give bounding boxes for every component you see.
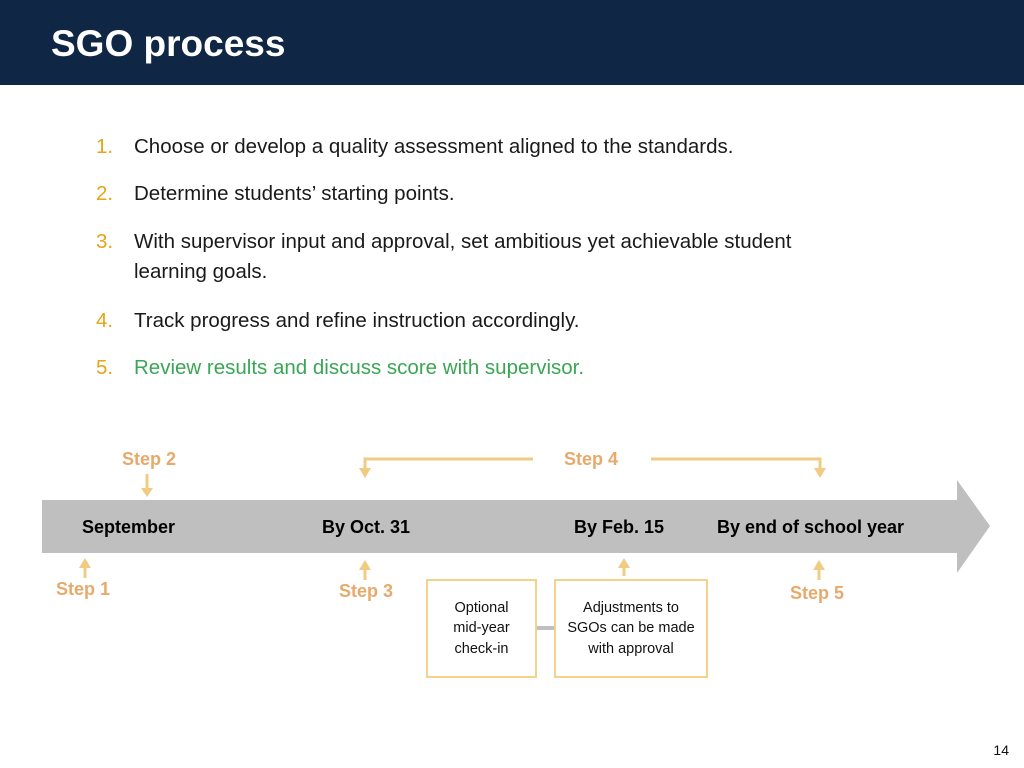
list-text: Track progress and refine instruction accordingly. <box>134 309 580 332</box>
step-3-label: Step 3 <box>339 581 394 601</box>
list-number: 4. <box>96 309 114 332</box>
milestone-feb-15: By Feb. 15 <box>574 517 665 537</box>
step4-right-arrow-head <box>814 468 826 478</box>
page-number: 14 <box>993 742 1009 758</box>
box-text-line: check-in <box>454 640 509 657</box>
list-text: Choose or develop a quality assessment aligned to the standards. <box>134 135 734 158</box>
list-text: learning goals. <box>134 260 268 283</box>
step-1-label: Step 1 <box>56 579 111 599</box>
list-text: With supervisor input and approval, set ambitious yet achievable student <box>134 230 792 253</box>
slide-title: SGO process <box>51 23 286 64</box>
list-number: 1. <box>96 135 114 158</box>
milestone-oct-31: By Oct. 31 <box>322 517 411 537</box>
box-text-line: with approval <box>588 640 674 657</box>
box-text-line: SGOs can be made <box>567 620 695 637</box>
step2-arrow-head <box>141 488 153 497</box>
step-2-label: Step 2 <box>122 449 177 469</box>
list-text: Review results and discuss score with supervisor. <box>134 356 585 379</box>
step4-left-arrow-head <box>359 468 371 478</box>
box-text-line: Optional <box>454 599 509 616</box>
feb15-arrow-head <box>618 558 630 568</box>
milestone-end-of-year: By end of school year <box>717 517 905 537</box>
adjustments-box <box>554 579 708 678</box>
list-number: 2. <box>96 182 114 205</box>
box-text-line: Adjustments to <box>583 599 679 616</box>
list-number: 5. <box>96 356 114 379</box>
step1-arrow-head <box>79 558 91 568</box>
step-5-label: Step 5 <box>790 583 845 603</box>
step4-bracket-left <box>365 459 533 470</box>
box-text-line: mid-year <box>453 620 510 637</box>
milestone-september: September <box>82 517 176 537</box>
step5-arrow-head <box>813 560 825 570</box>
list-text: Determine students’ starting points. <box>134 182 455 205</box>
list-number: 3. <box>96 230 114 253</box>
mid-year-checkin-box <box>426 579 537 678</box>
step4-bracket-right <box>651 459 820 470</box>
step-4-label: Step 4 <box>564 449 619 469</box>
step3-arrow-head <box>359 560 371 570</box>
